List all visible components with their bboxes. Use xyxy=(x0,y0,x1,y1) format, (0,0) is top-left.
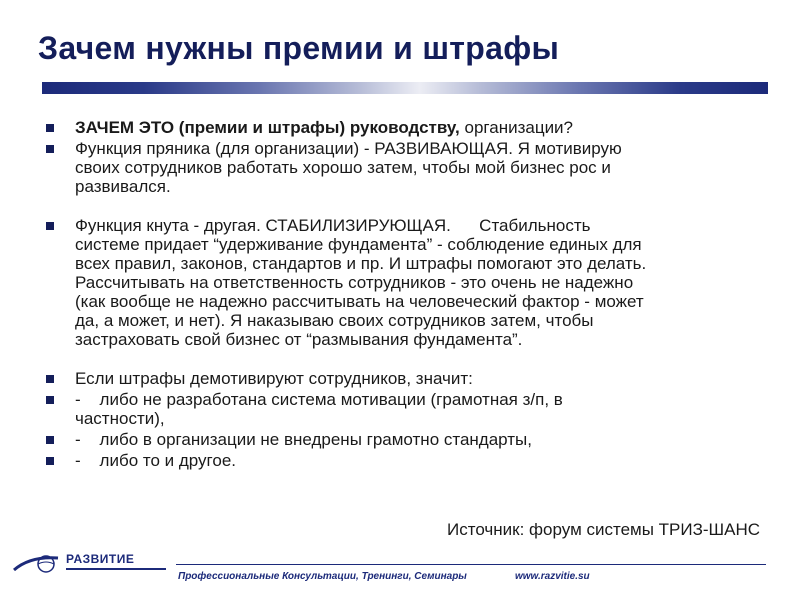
bullet-item-5 xyxy=(46,390,776,428)
bullet-3-line: системе придает “удерживание фундамента” - соблюдение единых для xyxy=(75,235,642,254)
slide-title: Зачем нужны премии и штрафы xyxy=(38,30,560,66)
title-gradient-bar xyxy=(42,82,768,94)
bullet-1-rest: организации? xyxy=(459,118,574,137)
footer-services: Профессиональные Консультации, Тренинги, Семинары xyxy=(178,571,467,582)
bullet-item-3 xyxy=(46,216,776,349)
square-bullet-icon xyxy=(46,124,54,132)
square-bullet-icon xyxy=(46,396,54,404)
footer-divider xyxy=(176,564,766,565)
bullet-7-text: - либо то и другое. xyxy=(75,451,237,470)
square-bullet-icon xyxy=(46,145,54,153)
footer-website-link[interactable]: www.razvitie.su xyxy=(515,571,590,582)
bullet-2-line: развивался. xyxy=(75,177,171,196)
square-bullet-icon xyxy=(46,375,54,383)
source-note: Источник: форум системы ТРИЗ-ШАНС xyxy=(447,520,760,539)
bullet-item-7 xyxy=(46,451,776,470)
bullet-item-6 xyxy=(46,430,776,449)
bullet-2-line: Функция пряника (для организации) - РАЗВИВАЮЩАЯ. Я мотивирую xyxy=(75,139,622,158)
bullet-6-text: - либо в организации не внедрены грамотно стандарты, xyxy=(75,430,532,449)
bullet-3-line: да, а может, и нет). Я наказываю своих сотрудников затем, чтобы xyxy=(75,311,594,330)
bullet-3-line: Рассчитывать на ответственность сотрудников - это очень не надежно xyxy=(75,273,634,292)
bullet-list xyxy=(46,118,776,470)
bullet-3-line: Функция кнута - другая. СТАБИЛИЗИРУЮЩАЯ. Стабильность xyxy=(75,216,591,235)
square-bullet-icon xyxy=(46,457,54,465)
logo-wordmark: РАЗВИТИЕ xyxy=(66,552,135,566)
bullet-5-line: - либо не разработана система мотивации (грамотная з/п, в xyxy=(75,390,563,409)
bullet-3-line: застраховать свой бизнес от “размывания фундамента”. xyxy=(75,330,523,349)
bullet-4-text: Если штрафы демотивируют сотрудников, значит: xyxy=(75,369,473,388)
bullet-item-2 xyxy=(46,139,776,196)
bullet-item-4 xyxy=(46,369,776,388)
square-bullet-icon xyxy=(46,222,54,230)
bullet-1-bold: ЗАЧЕМ ЭТО (премии и штрафы) руководству, xyxy=(75,118,460,137)
bullet-3-line: всех правил, законов, стандартов и пр. И штрафы помогают это делать. xyxy=(75,254,647,273)
bullet-item-1 xyxy=(46,118,776,137)
company-logo xyxy=(12,550,172,580)
globe-swoosh-icon xyxy=(12,552,62,578)
bullet-2-line: своих сотрудников работать хорошо затем, чтобы мой бизнес рос и xyxy=(75,158,611,177)
bullet-5-line: частности), xyxy=(75,409,165,428)
bullet-3-line: (как вообще не надежно рассчитывать на человеческий фактор - может xyxy=(75,292,644,311)
logo-underline xyxy=(66,568,166,570)
square-bullet-icon xyxy=(46,436,54,444)
